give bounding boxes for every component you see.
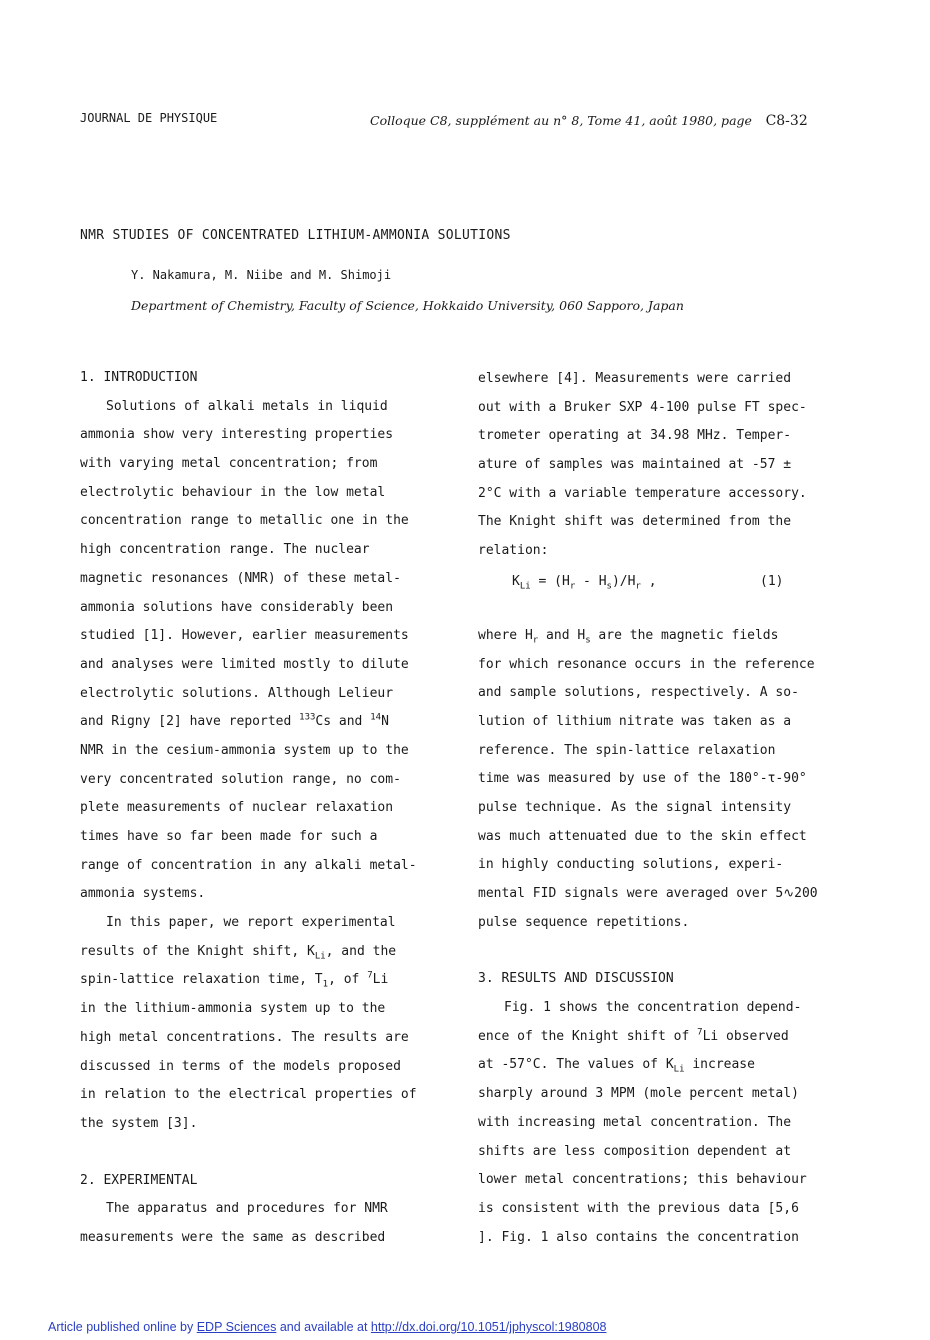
- text-line: and Rigny [2] have reported $^{133}$Cs and $^{14}$N: [80, 712, 389, 730]
- text-line: lower metal concentrations; this behaviour: [478, 1172, 807, 1188]
- text-line: and analyses were limited mostly to dilute: [80, 656, 409, 672]
- text-line: mental FID signals were averaged over 5∿200: [478, 886, 818, 901]
- text-line: 2°C with a variable temperature accessory.: [478, 485, 807, 501]
- text-line: spin-lattice relaxation time, $T_1$, of $^7$Li: [80, 971, 389, 991]
- equation-number: (1): [760, 573, 784, 589]
- text-line: trometer operating at 34.98 MHz. Temper-: [478, 428, 792, 444]
- text-line: range of concentration in any alkali metal-: [80, 857, 417, 873]
- spacer: [478, 937, 878, 965]
- text-line: with varying metal concentration; from: [80, 456, 378, 472]
- text-line: reference. The spin-lattice relaxation: [478, 742, 776, 758]
- text-line: NMR in the cesium-ammonia system up to the: [80, 742, 409, 758]
- text-line: plete measurements of nuclear relaxation: [80, 800, 394, 816]
- text-line: ]. Fig. 1 also contains the concentration: [478, 1229, 799, 1245]
- page-number: C8-32: [765, 113, 808, 129]
- text-line: measurements were the same as described: [80, 1229, 386, 1245]
- text-line: Fig. 1 shows the concentration depend-: [504, 1000, 802, 1016]
- text-line: elsewhere [4]. Measurements were carried: [478, 371, 792, 386]
- text-line: is consistent with the previous data [5,6: [478, 1200, 799, 1216]
- equation-body: $K_{Li} = (H_r - H_s)/H_r$ ,: [512, 573, 657, 592]
- text-line: for which resonance occurs in the reference: [478, 656, 815, 672]
- text-line: was much attenuated due to the skin effect: [478, 828, 807, 844]
- text-line: in highly conducting solutions, experi-: [478, 857, 784, 873]
- text-line: pulse technique. As the signal intensity: [478, 799, 792, 815]
- left-column: [80, 364, 460, 1253]
- colloque-info: [370, 110, 808, 129]
- text-line: with increasing metal concentration. The: [478, 1114, 792, 1130]
- text-line: and sample solutions, respectively. A so-: [478, 685, 799, 701]
- text-line: time was measured by use of the 180°-τ-90°: [478, 771, 807, 787]
- journal-name: JOURNAL DE PHYSIQUE: [80, 111, 218, 125]
- paper-title: NMR STUDIES OF CONCENTRATED LITHIUM-AMMONIA SOLUTIONS: [80, 228, 511, 243]
- text-line: where $H_r$ and $H_s$ are the magnetic fields: [478, 627, 779, 646]
- text-line: ammonia systems.: [80, 886, 206, 902]
- spacer: [80, 1139, 460, 1167]
- publication-footer: [48, 1320, 606, 1334]
- text-line: ammonia solutions have considerably been: [80, 599, 394, 615]
- text-line: magnetic resonances (NMR) of these metal-: [80, 570, 401, 586]
- text-line: The Knight shift was determined from the: [478, 514, 792, 530]
- text-line: pulse sequence repetitions.: [478, 914, 690, 930]
- text-line: results of the Knight shift, $K_{Li}$, and the: [80, 943, 397, 962]
- text-line: discussed in terms of the models proposed: [80, 1058, 401, 1074]
- footer-text: and available at: [276, 1320, 371, 1334]
- section-heading-experimental: 2. EXPERIMENTAL: [80, 1172, 198, 1188]
- affiliation: Department of Chemistry, Faculty of Science, Hokkaido University, 060 Sapporo, Japan: [131, 298, 684, 313]
- text-line: Solutions of alkali metals in liquid: [106, 398, 388, 414]
- edp-sciences-link[interactable]: EDP Sciences: [196, 1320, 277, 1334]
- text-line: ence of the Knight shift of $^7$Li observed: [478, 1027, 789, 1044]
- footer-text: Article published online by: [48, 1320, 197, 1334]
- doi-link[interactable]: http://dx.doi.org/10.1051/jphyscol:1980808: [370, 1320, 607, 1334]
- authors: Y. Nakamura, M. Niibe and M. Shimoji: [131, 268, 392, 282]
- text-line: in the lithium-ammonia system up to the: [80, 1001, 386, 1017]
- text-line: ature of samples was maintained at -57 ±: [478, 457, 792, 473]
- section-heading-results: 3. RESULTS AND DISCUSSION: [478, 971, 674, 987]
- text-line: ammonia show very interesting properties: [80, 427, 394, 443]
- text-line: The apparatus and procedures for NMR: [106, 1201, 388, 1217]
- text-line: high concentration range. The nuclear: [80, 542, 370, 558]
- equation-1: [478, 566, 878, 622]
- text-line: shifts are less composition dependent at: [478, 1143, 792, 1159]
- text-line: high metal concentrations. The results are: [80, 1029, 409, 1045]
- right-column: [478, 365, 878, 1252]
- text-line: electrolytic behaviour in the low metal: [80, 484, 386, 500]
- text-line: relation:: [478, 543, 549, 559]
- text-line: at -57°C. The values of $K_{Li}$ increase: [478, 1057, 755, 1076]
- text-line: concentration range to metallic one in the: [80, 513, 409, 529]
- text-line: sharply around 3 MPM (mole percent metal): [478, 1086, 799, 1102]
- text-line: In this paper, we report experimental: [106, 915, 396, 931]
- section-heading-introduction: 1. INTRODUCTION: [80, 370, 198, 385]
- text-line: lution of lithium nitrate was taken as a: [478, 713, 792, 729]
- text-line: very concentrated solution range, no com-: [80, 771, 401, 787]
- text-line: electrolytic solutions. Although Lelieur: [80, 685, 394, 701]
- text-line: in relation to the electrical properties of: [80, 1087, 417, 1103]
- text-line: out with a Bruker SXP 4-100 pulse FT spec-: [478, 399, 807, 415]
- text-line: times have so far been made for such a: [80, 829, 378, 844]
- text-line: the system [3].: [80, 1115, 198, 1131]
- colloque-text: Colloque C8, supplément au n° 8, Tome 41, août 1980, page: [370, 113, 752, 128]
- text-line: studied [1]. However, earlier measurements: [80, 628, 409, 644]
